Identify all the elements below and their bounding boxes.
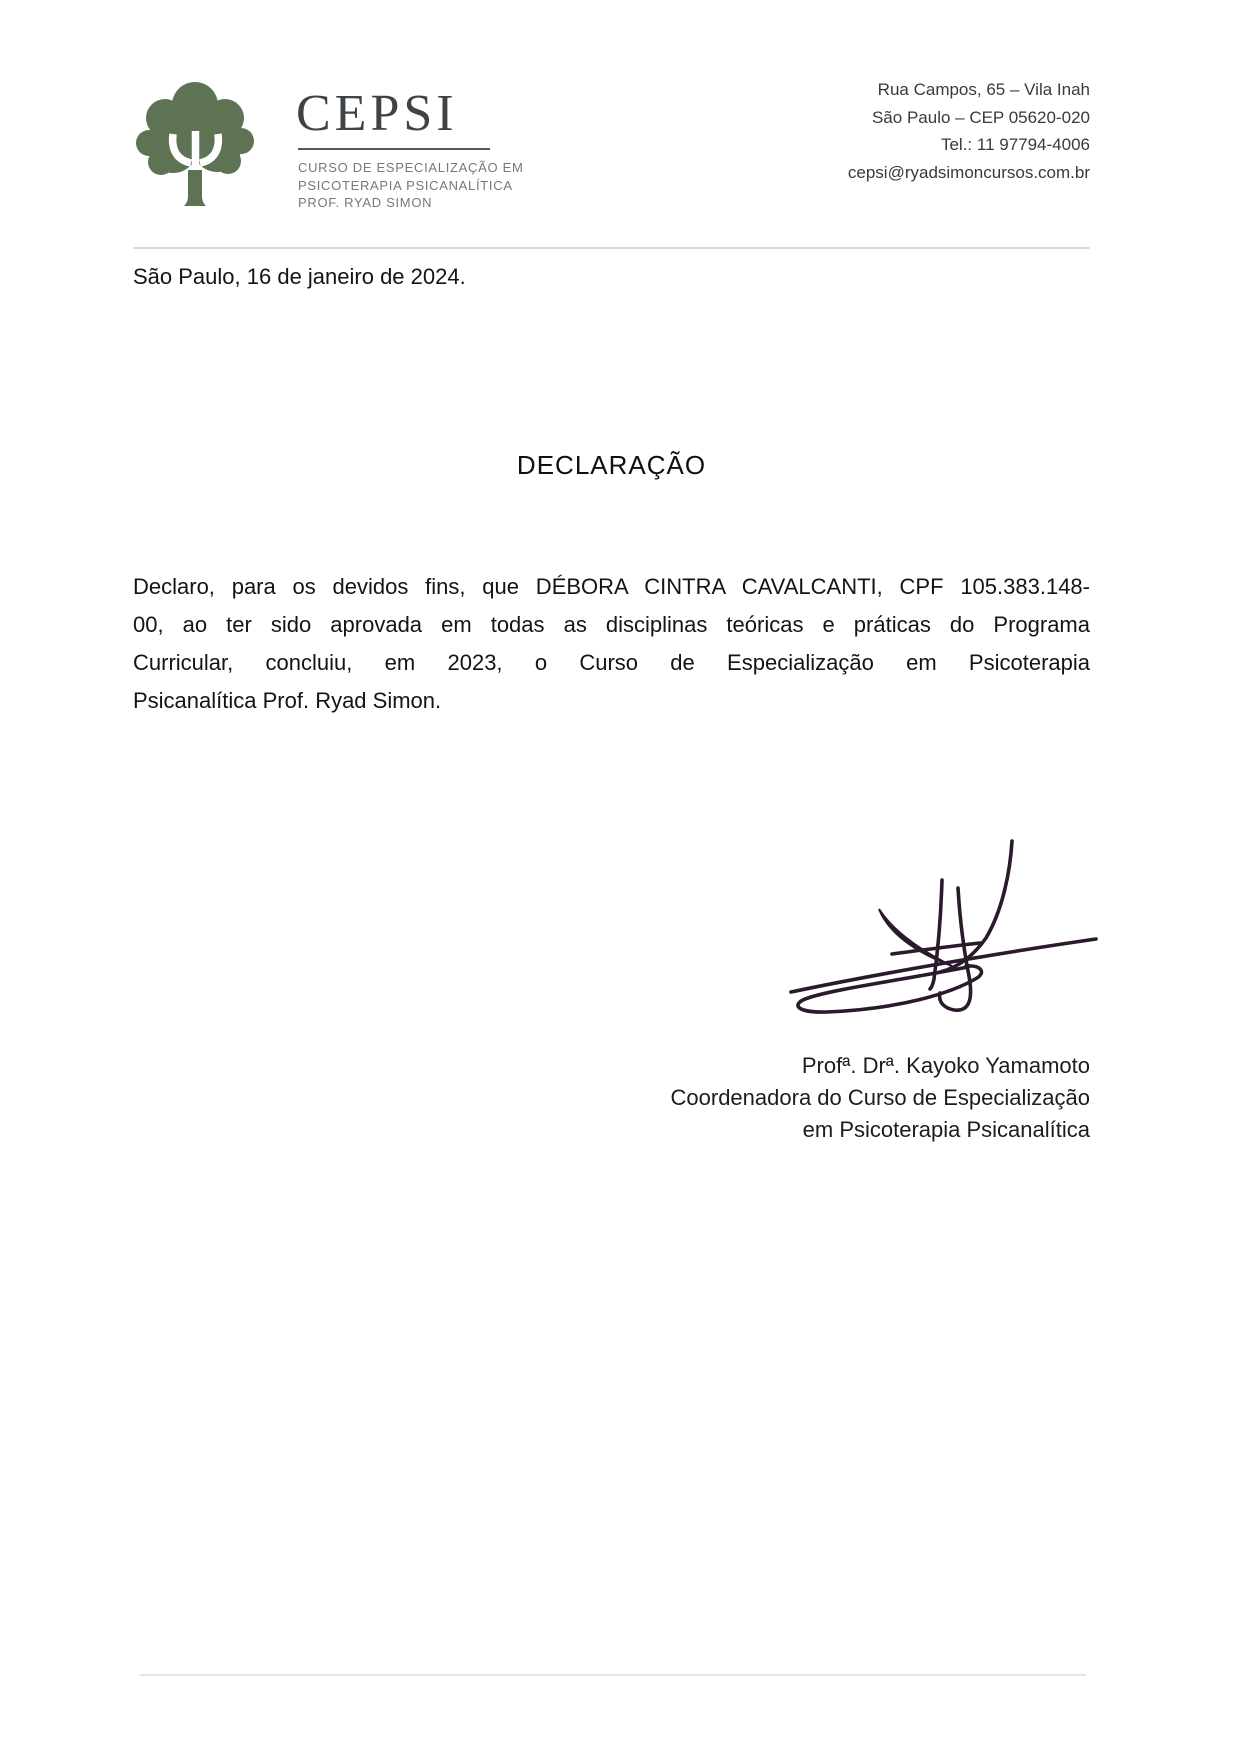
handwritten-signature — [772, 826, 1112, 1026]
tree-psi-icon — [133, 78, 258, 208]
logo-subtitle-line: CURSO DE ESPECIALIZAÇÃO EM — [298, 160, 524, 175]
cepsi-wordmark: CEPSI — [296, 85, 458, 142]
logo-subtitle-line: PSICOTERAPIA PSICANALÍTICA — [298, 177, 513, 193]
body-paragraph — [133, 568, 1090, 720]
contact-address-line: Rua Campos, 65 – Vila Inah — [877, 80, 1090, 99]
contact-block — [848, 76, 1090, 186]
signer-name: Profª. Drª. Kayoko Yamamoto — [801, 1053, 1090, 1078]
signer-role-line-2: em Psicoterapia Psicanalítica — [802, 1117, 1090, 1142]
contact-phone-line: Tel.: 11 97794-4006 — [940, 135, 1090, 154]
contact-email-line: cepsi@ryadsimoncursos.com.br — [847, 162, 1090, 182]
date-line: São Paulo, 16 de janeiro de 2024. — [133, 264, 466, 289]
logo-subtitle — [298, 159, 556, 212]
header-divider — [133, 247, 1090, 249]
body-line: Declaro, para os devidos fins, que DÉBORA CINTRA CAVALCANTI, CPF 105.383.148- — [133, 574, 1090, 599]
logo-text-block — [296, 86, 556, 212]
footer-divider — [140, 1674, 1086, 1676]
body-line: Curricular, concluiu, em 2023, o Curso de Especialização em Psicoterapia — [133, 650, 1090, 675]
signer-role-line-1: Coordenadora do Curso de Especialização — [670, 1085, 1090, 1110]
body-line: 00, ao ter sido aprovada em todas as disciplinas teóricas e práticas do Programa — [133, 612, 1090, 637]
logo-subtitle-line: PROF. RYAD SIMON — [298, 195, 433, 210]
signature-block — [133, 1050, 1090, 1146]
body-line: Psicanalítica Prof. Ryad Simon. — [133, 688, 442, 713]
logo-rule — [298, 148, 490, 150]
contact-city-line: São Paulo – CEP 05620-020 — [871, 107, 1090, 127]
document-title: DECLARAÇÃO — [516, 450, 707, 480]
